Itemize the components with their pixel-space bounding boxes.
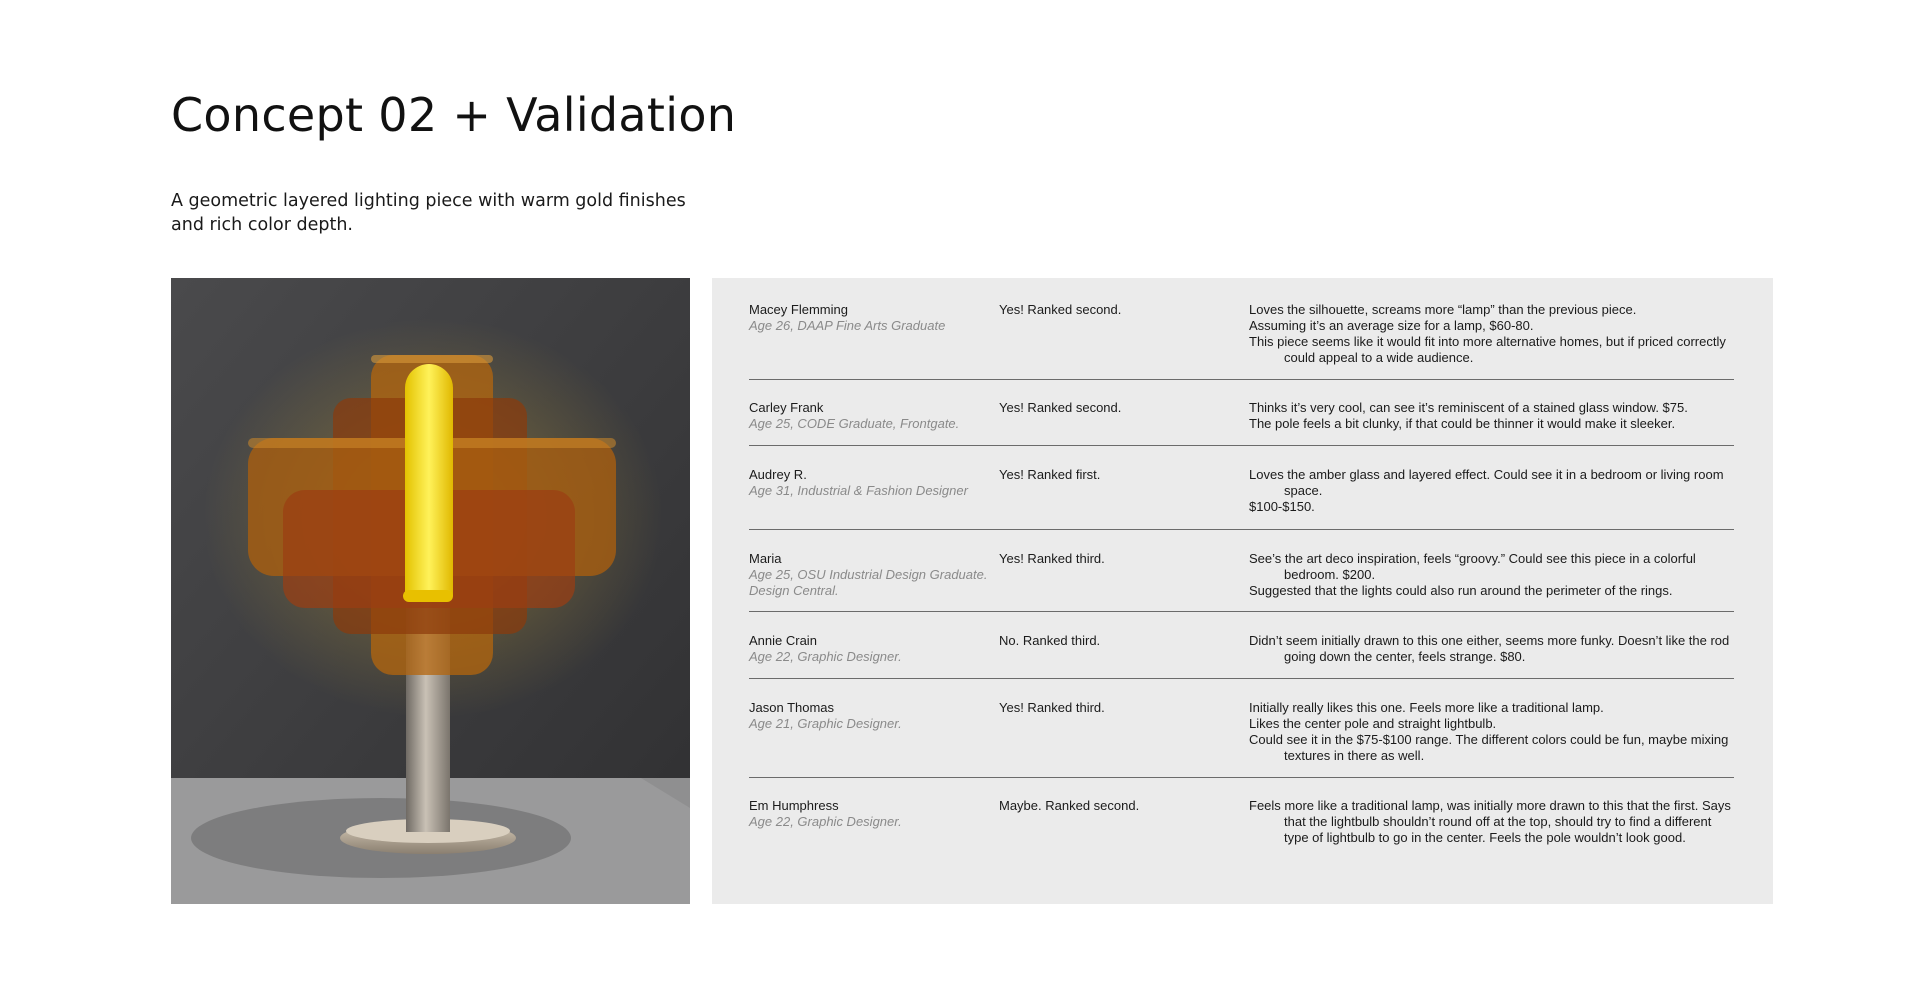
participant-meta: Age 25, OSU Industrial Design Graduate. Design Central. [749, 567, 988, 598]
participant-name: Annie Crain [749, 633, 817, 648]
feedback-note: Likes the center pole and straight lightbulb. [1249, 716, 1497, 731]
feedback-row [749, 633, 1734, 679]
participant-meta: Age 21, Graphic Designer. [749, 716, 902, 731]
feedback-row [749, 302, 1734, 380]
feedback-note: Suggested that the lights could also run around the perimeter of the rings. [1249, 583, 1673, 598]
participant-meta: Age 22, Graphic Designer. [749, 649, 902, 664]
feedback-note: See’s the art deco inspiration, feels “groovy.” Could see this piece in a colorful bedroom. $200. [1249, 551, 1696, 582]
feedback-row [749, 467, 1734, 530]
feedback-note: Feels more like a traditional lamp, was initially more drawn to this that the first. Says that the lightbulb shouldn’t round off at the top, should try to find a different type of lightbulb to go in the center. Feels the pole wouldn’t look good. [1249, 798, 1731, 845]
lamp-render-image [171, 278, 690, 904]
feedback-note: Initially really likes this one. Feels more like a traditional lamp. [1249, 700, 1604, 715]
feedback-row [749, 551, 1734, 612]
feedback-row [749, 400, 1734, 446]
validation-feedback-table [712, 278, 1773, 904]
feedback-note: Assuming it’s an average size for a lamp, $60-80. [1249, 318, 1534, 333]
feedback-note: Thinks it’s very cool, can see it’s reminiscent of a stained glass window. $75. [1249, 400, 1688, 415]
feedback-note: $100-$150. [1249, 499, 1315, 514]
participant-name: Carley Frank [749, 400, 824, 415]
feedback-note: The pole feels a bit clunky, if that could be thinner it would make it sleeker. [1249, 416, 1676, 431]
participant-name: Maria [749, 551, 782, 566]
participant-name: Em Humphress [749, 798, 839, 813]
participant-verdict: Yes! Ranked third. [999, 551, 1105, 566]
participant-meta: Age 31, Industrial & Fashion Designer [749, 483, 968, 498]
feedback-note: Could see it in the $75-$100 range. The different colors could be fun, maybe mixing textures in there as well. [1249, 732, 1729, 763]
feedback-row [749, 798, 1734, 862]
participant-verdict: Yes! Ranked first. [999, 467, 1101, 482]
participant-name: Macey Flemming [749, 302, 848, 317]
participant-meta: Age 26, DAAP Fine Arts Graduate [749, 318, 946, 333]
participant-meta: Age 22, Graphic Designer. [749, 814, 902, 829]
concept-description: A geometric layered lighting piece with warm gold finishes and rich color depth. [171, 191, 686, 235]
participant-verdict: Yes! Ranked third. [999, 700, 1105, 715]
participant-verdict: No. Ranked third. [999, 633, 1101, 648]
feedback-note: This piece seems like it would fit into more alternative homes, but if priced correctly could appeal to a wide audience. [1249, 334, 1726, 365]
participant-verdict: Yes! Ranked second. [999, 400, 1122, 415]
feedback-note: Loves the amber glass and layered effect. Could see it in a bedroom or living room space. [1249, 467, 1724, 498]
participant-meta: Age 25, CODE Graduate, Frontgate. [749, 416, 960, 431]
participant-name: Jason Thomas [749, 700, 835, 715]
feedback-note: Didn’t seem initially drawn to this one either, seems more funky. Doesn’t like the rod going down the center, feels strange. $80. [1249, 633, 1730, 664]
participant-verdict: Maybe. Ranked second. [999, 798, 1140, 813]
feedback-note: Loves the silhouette, screams more “lamp” than the previous piece. [1249, 302, 1637, 317]
feedback-row [749, 700, 1734, 778]
participant-name: Audrey R. [749, 467, 807, 482]
participant-verdict: Yes! Ranked second. [999, 302, 1122, 317]
page-title: Concept 02 + Validation [171, 88, 737, 142]
